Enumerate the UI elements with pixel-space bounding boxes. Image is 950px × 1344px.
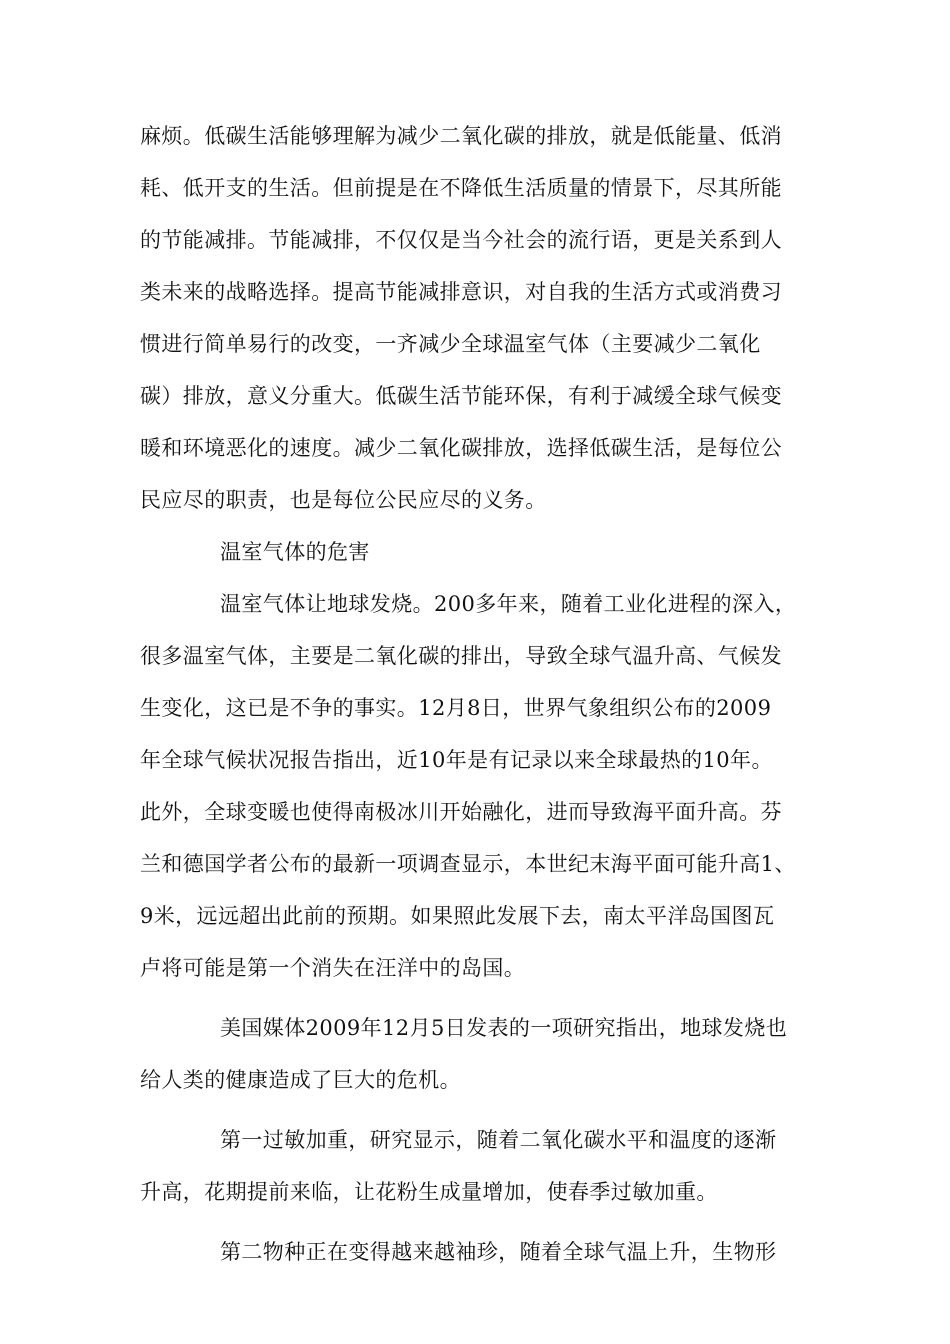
text-line: 类未来的战略选择。提高节能减排意识，对自我的生活方式或消费习 bbox=[140, 280, 782, 304]
body-text bbox=[140, 110, 820, 1278]
text-line: 生变化，这已是不争的事实。12月8日，世界气象组织公布的2009 bbox=[140, 696, 772, 720]
section-heading: 温室气体的危害 bbox=[220, 540, 370, 564]
text-line: 兰和德国学者公布的最新一项调查显示，本世纪末海平面可能升高1、 bbox=[140, 852, 796, 876]
text-line: 卢将可能是第一个消失在汪洋中的岛国。 bbox=[140, 956, 526, 980]
text-line: 第二物种正在变得越来越袖珍，随着全球气温上升，生物形 bbox=[220, 1240, 777, 1264]
text-line: 温室气体让地球发烧。200多年来，随着工业化进程的深入， bbox=[220, 592, 797, 616]
text-line: 很多温室气体，主要是二氧化碳的排出，导致全球气温升高、气候发 bbox=[140, 644, 782, 668]
text-line: 惯进行简单易行的改变，一齐减少全球温室气体（主要减少二氧化 bbox=[140, 332, 761, 356]
text-line: 美国媒体2009年12月5日发表的一项研究指出，地球发烧也 bbox=[220, 1016, 788, 1040]
text-line: 升高，花期提前来临，让花粉生成量增加，使春季过敏加重。 bbox=[140, 1180, 718, 1204]
text-line: 年全球气候状况报告指出，近10年是有记录以来全球最热的10年。 bbox=[140, 748, 773, 772]
text-line: 民应尽的职责，也是每位公民应尽的义务。 bbox=[140, 488, 547, 512]
text-line: 耗、低开支的生活。但前提是在不降低生活质量的情景下，尽其所能 bbox=[140, 176, 782, 200]
text-line: 的节能减排。节能减排，不仅仅是当今社会的流行语，更是关系到人 bbox=[140, 228, 782, 252]
text-line: 此外，全球变暖也使得南极冰川开始融化，进而导致海平面升高。芬 bbox=[140, 800, 782, 824]
text-line: 暖和环境恶化的速度。减少二氧化碳排放，选择低碳生活，是每位公 bbox=[140, 436, 782, 460]
text-line: 碳）排放，意义分重大。低碳生活节能环保，有利于减缓全球气候变 bbox=[140, 384, 782, 408]
text-line: 麻烦。低碳生活能够理解为减少二氧化碳的排放，就是低能量、低消 bbox=[140, 124, 782, 148]
text-line: 9米，远远超出此前的预期。如果照此发展下去，南太平洋岛国图瓦 bbox=[140, 904, 775, 928]
text-line: 给人类的健康造成了巨大的危机。 bbox=[140, 1068, 461, 1092]
text-line: 第一过敏加重，研究显示，随着二氧化碳水平和温度的逐渐 bbox=[220, 1128, 777, 1152]
